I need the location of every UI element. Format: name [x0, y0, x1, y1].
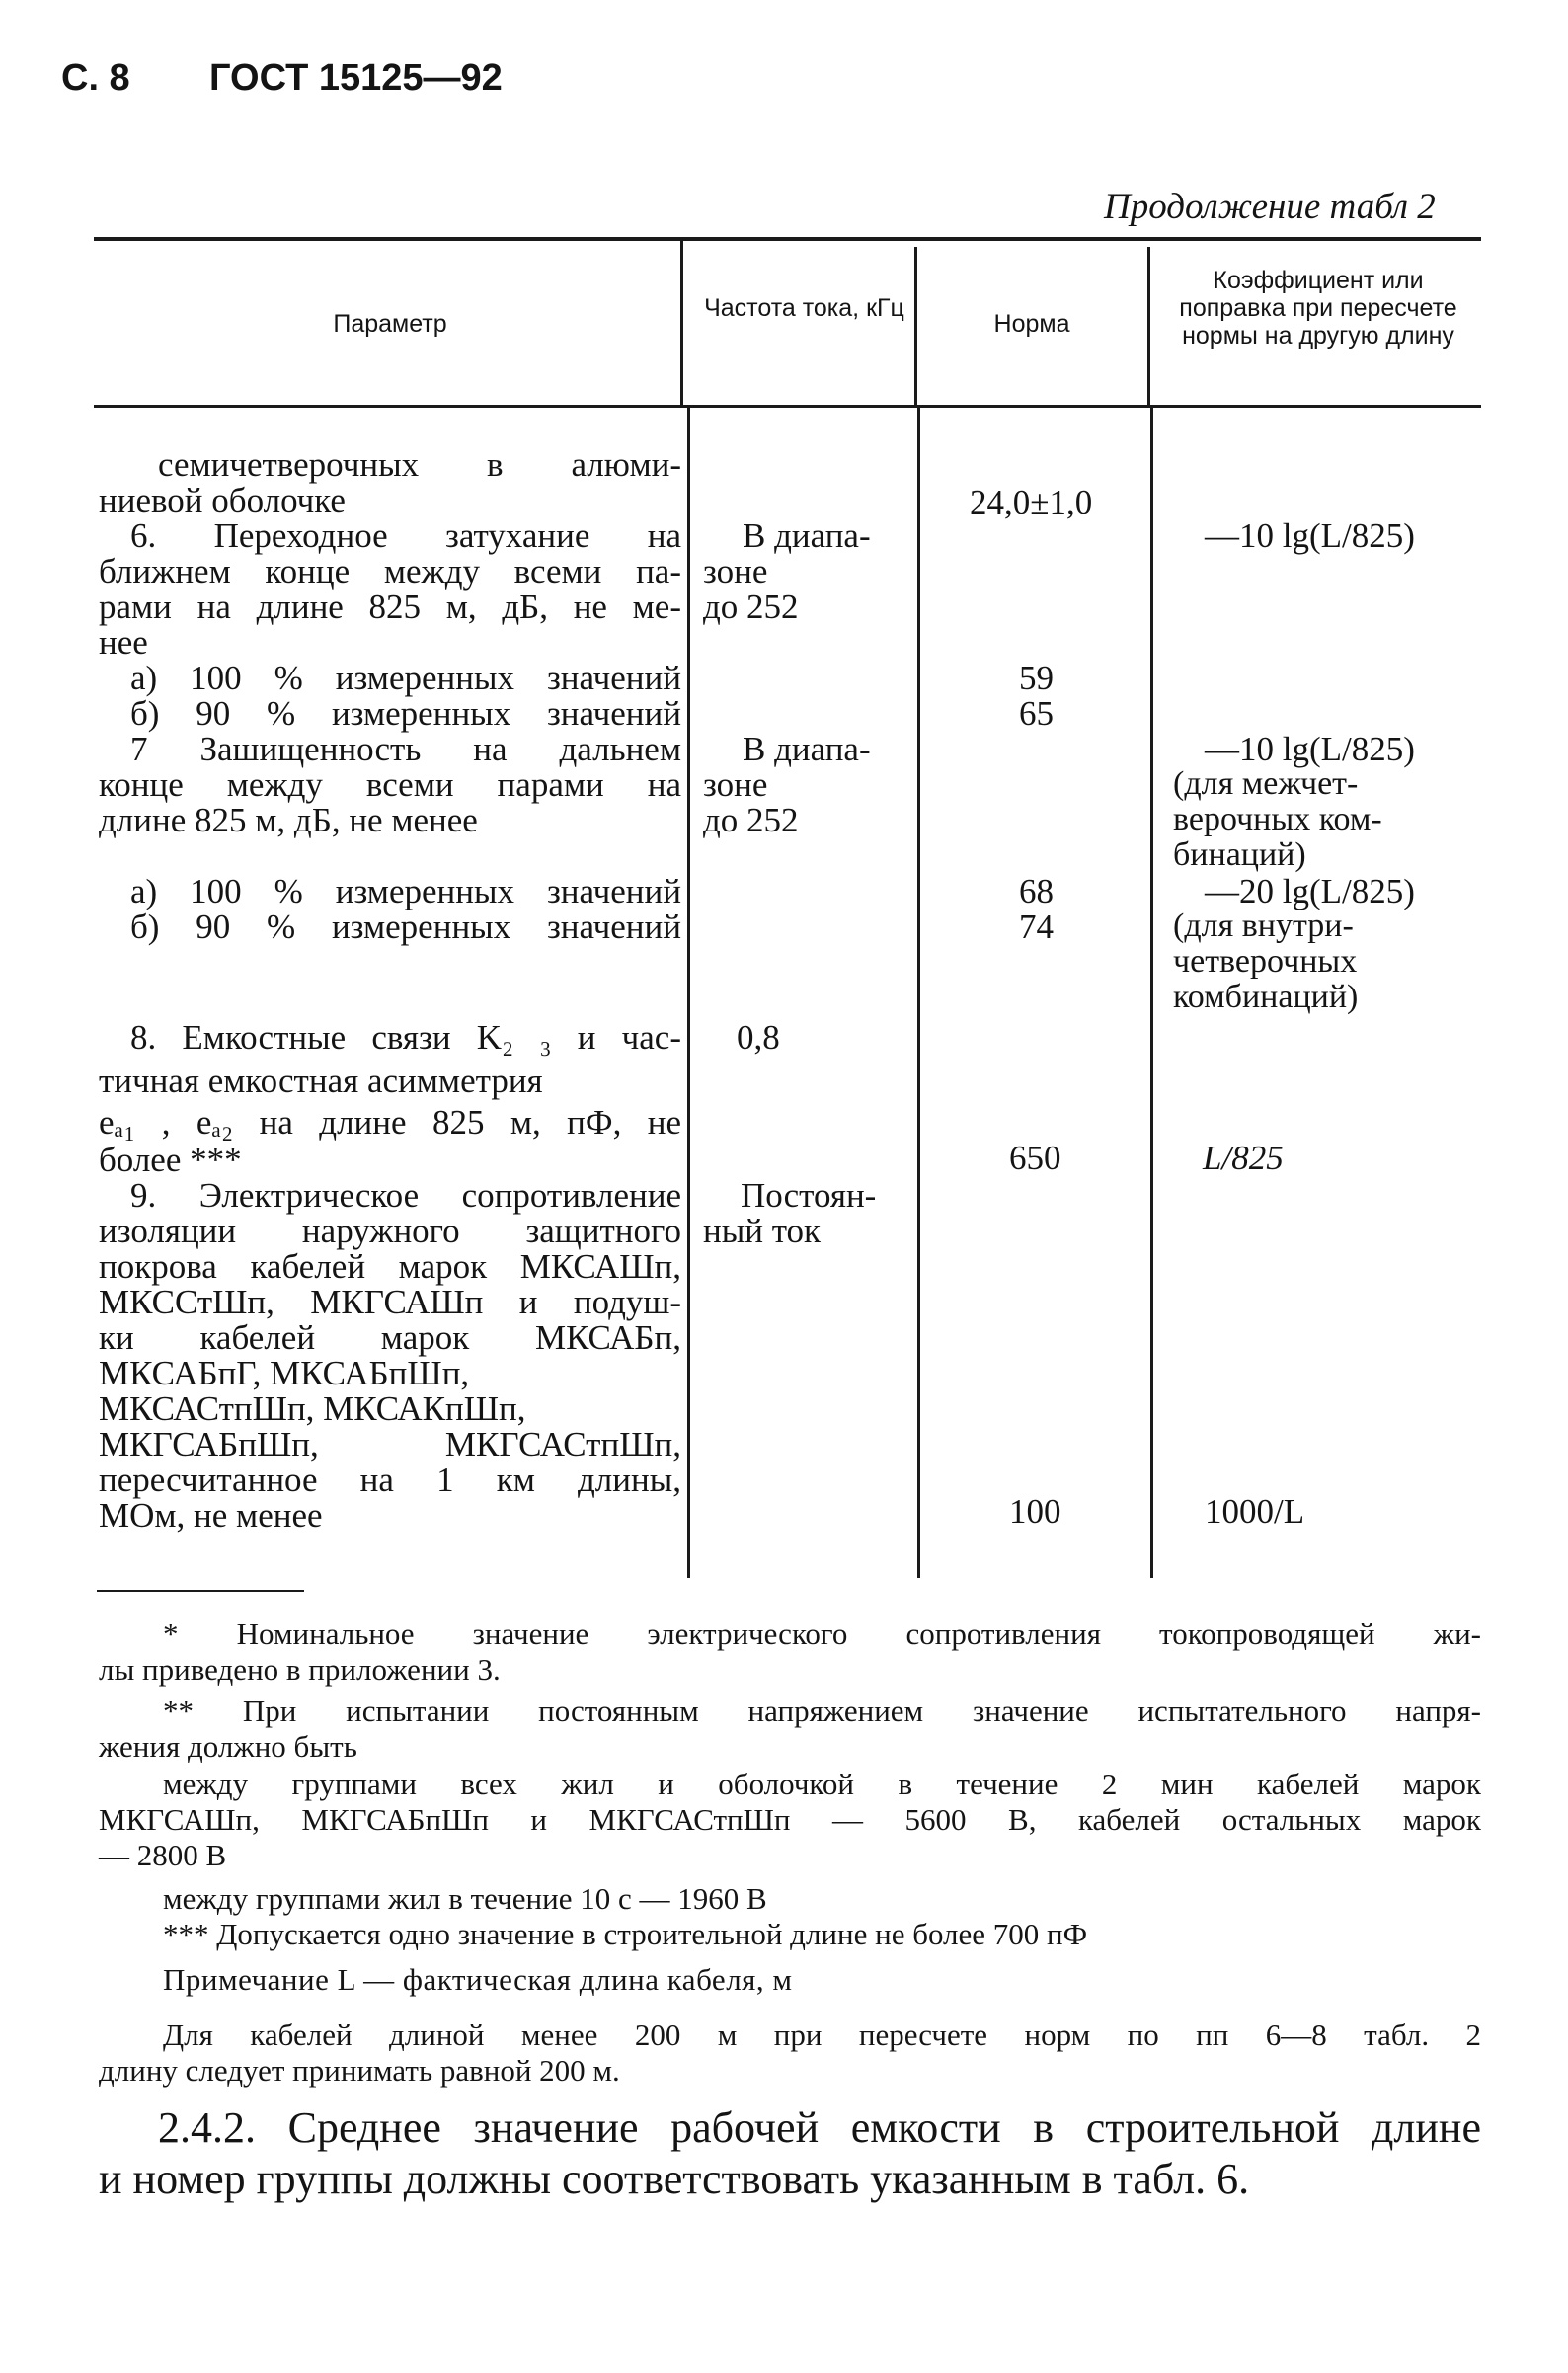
- coef-row8: L/825: [1203, 1139, 1284, 1177]
- param-line: МКССтШп, МКГСАШп и подуш-: [99, 1283, 681, 1321]
- param-line: тичная емкостная асимметрия: [99, 1062, 543, 1100]
- page-number: С. 8: [61, 57, 130, 99]
- col-divider-1-header: [680, 241, 683, 405]
- freq-row6-line1: В диапа-: [743, 516, 871, 555]
- table-continuation: Продолжение табл 2: [1104, 187, 1436, 227]
- table-header-rule: [94, 405, 1481, 408]
- coef-row7b-formula: —20 lg(L/825): [1205, 872, 1415, 910]
- footnote-2: ** При испытании постоянным напряжением значение испытательного напря-: [163, 1694, 1481, 1728]
- column-header-parameter: Параметр: [333, 310, 447, 338]
- col-divider-3-header: [1147, 247, 1150, 405]
- note: Примечание L — фактическая длина кабеля, м: [163, 1962, 793, 1997]
- footnote-1: лы приведено в приложении 3.: [99, 1652, 501, 1687]
- coef-row7a-formula: —10 lg(L/825): [1205, 730, 1415, 768]
- coef-row7b-note: четверочных: [1173, 943, 1358, 980]
- param-line: 7 Зашищенность на дальнем: [130, 730, 681, 768]
- footnote-1: * Номинальное значение электрического сопротивления токопроводящей жи-: [163, 1617, 1481, 1651]
- footnote-2a: — 2800 В: [99, 1838, 227, 1872]
- param-line: рами на длине 825 м, дБ, не ме-: [99, 588, 681, 626]
- param-line: 8. Емкостные связи K₂ ₃ и час-: [130, 1018, 681, 1057]
- norm-value: 65: [1019, 694, 1054, 733]
- footnote-2a: МКГСАШп, МКГСАБпШп и МКГСАСтпШп — 5600 В, кабелей остальных марок: [99, 1802, 1481, 1837]
- coef-row7b-note: комбинаций): [1173, 979, 1359, 1015]
- col-divider-2: [917, 408, 920, 1578]
- param-line: покрова кабелей марок МКСАШп,: [99, 1247, 681, 1286]
- coef-row7a-note: верочных ком-: [1173, 801, 1382, 837]
- norm-value: 74: [1019, 908, 1054, 946]
- col-divider-3: [1150, 408, 1153, 1578]
- column-header-frequency: Частота тока, кГц: [704, 294, 904, 322]
- freq-row6-line2: зоне: [703, 552, 768, 591]
- norm-value: 650: [1009, 1139, 1061, 1177]
- table-top-rule: [94, 237, 1481, 241]
- norm-value: 24,0±1,0: [970, 483, 1093, 521]
- coef-row7b-note: (для внутри-: [1173, 908, 1354, 944]
- coef-row7a-note: (для межчет-: [1173, 765, 1359, 802]
- param-line: нее: [99, 623, 148, 662]
- param-line: семичетверочных в алюми-: [158, 445, 681, 484]
- freq-row9-line1: Постоян-: [741, 1176, 877, 1215]
- paragraph-2-4-2: и номер группы должны соответствовать указанным в табл. 6.: [99, 2155, 1250, 2203]
- param-line: МОм, не менее: [99, 1496, 323, 1535]
- note-text: длину следует принимать равной 200 м.: [99, 2053, 620, 2088]
- footnote-2a: между группами всех жил и оболочкой в течение 2 мин кабелей марок: [163, 1767, 1481, 1801]
- footnote-2: жения должно быть: [99, 1729, 357, 1764]
- param-line: eₐ₁ , eₐ₂ на длине 825 м, пФ, не: [99, 1103, 681, 1142]
- footnote-2b: между группами жил в течение 10 с — 1960 В: [163, 1881, 767, 1916]
- col-divider-2-header: [914, 247, 917, 405]
- param-line: б) 90 % измеренных значений: [130, 694, 681, 733]
- param-line: МКСАБпГ, МКСАБпШп,: [99, 1354, 470, 1392]
- coef-row7a-note: бинаций): [1173, 836, 1306, 873]
- param-line: МКГСАБпШп, МКГСАСтпШп,: [99, 1425, 681, 1463]
- note-text: Для кабелей длиной менее 200 м при пересчете норм по пп 6—8 табл. 2: [163, 2017, 1481, 2052]
- freq-row7-line3: до 252: [703, 801, 799, 839]
- standard-code: ГОСТ 15125—92: [209, 57, 503, 99]
- footnote-separator: [97, 1590, 304, 1592]
- footnote-3: *** Допускается одно значение в строительной длине не более 700 пФ: [163, 1917, 1088, 1951]
- norm-value: 59: [1019, 659, 1054, 697]
- param-line: б) 90 % измеренных значений: [130, 908, 681, 946]
- param-line: а) 100 % измеренных значений: [130, 872, 681, 910]
- param-line: изоляции наружного защитного: [99, 1212, 681, 1250]
- param-line: ближнем конце между всеми па-: [99, 552, 681, 591]
- column-header-coefficient: Коэффициент или поправка при пересчете нормы на другую длину: [1179, 267, 1457, 350]
- param-line: более ***: [99, 1141, 242, 1179]
- freq-row9-line2: ный ток: [703, 1212, 822, 1250]
- param-line: ки кабелей марок МКСАБп,: [99, 1318, 681, 1357]
- norm-value: 68: [1019, 872, 1054, 910]
- coef-row6: —10 lg(L/825): [1205, 516, 1415, 555]
- param-line: конце между всеми парами на: [99, 765, 681, 804]
- param-line: ниевой оболочке: [99, 481, 346, 519]
- freq-row7-line1: В диапа-: [743, 730, 871, 768]
- param-line: 6. Переходное затухание на: [130, 516, 681, 555]
- param-line: длине 825 м, дБ, не менее: [99, 801, 478, 839]
- col-divider-1: [687, 408, 690, 1578]
- param-line: пересчитанное на 1 км длины,: [99, 1461, 681, 1499]
- column-header-norm: Норма: [993, 310, 1070, 338]
- param-line: МКСАСтпШп, МКСАКпШп,: [99, 1389, 526, 1428]
- freq-row6-line3: до 252: [703, 588, 799, 626]
- norm-value: 100: [1009, 1492, 1061, 1531]
- freq-row7-line2: зоне: [703, 765, 768, 804]
- freq-row8: 0,8: [737, 1018, 780, 1057]
- param-line: а) 100 % измеренных значений: [130, 659, 681, 697]
- paragraph-2-4-2: 2.4.2. Среднее значение рабочей емкости в строительной длине: [158, 2103, 1481, 2152]
- param-line: 9. Электрическое сопротивление: [130, 1176, 681, 1215]
- coef-row9: 1000/L: [1205, 1492, 1305, 1531]
